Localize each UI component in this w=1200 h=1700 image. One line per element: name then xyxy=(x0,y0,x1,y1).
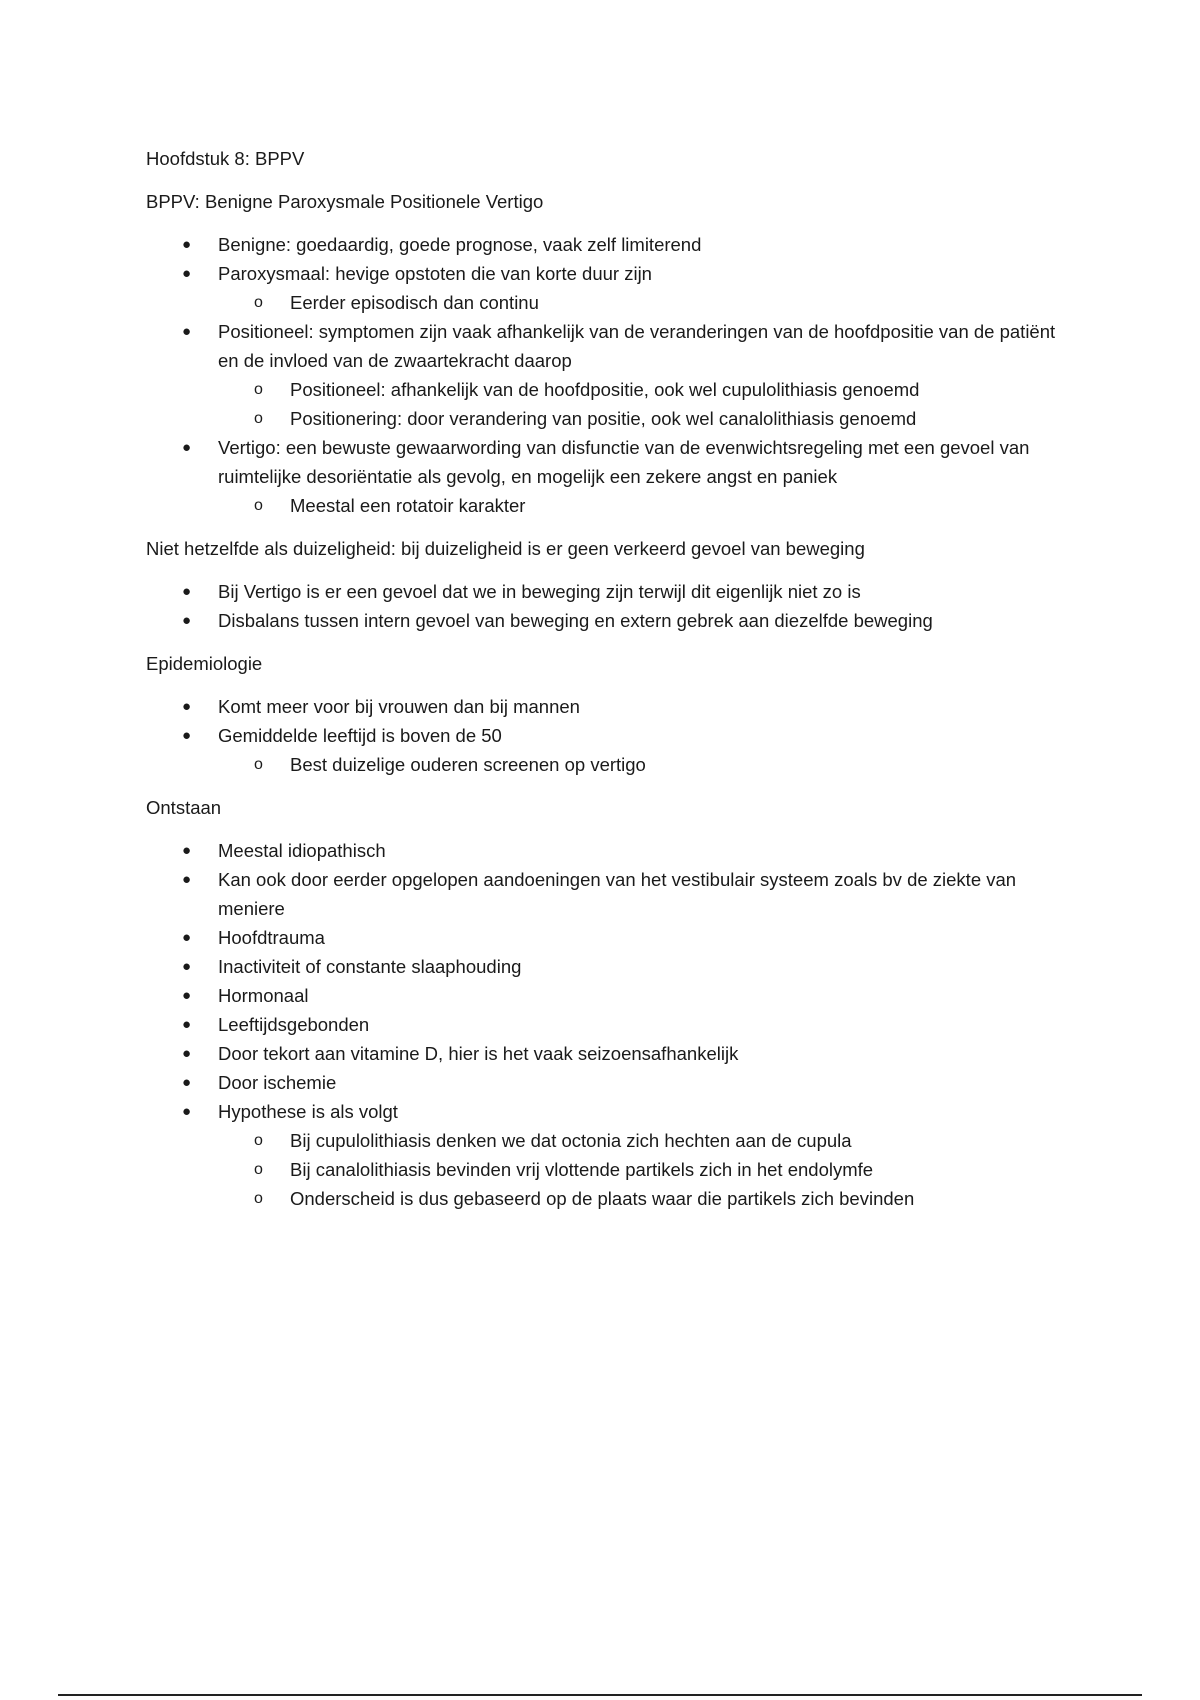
list-item-text: Leeftijdsgebonden xyxy=(218,1014,370,1035)
list-item-text: Vertigo: een bewuste gewaarwording van disfunctie van de evenwichtsregeling met een gevoel van ruimtelijke desoriëntatie als gevolg, en mogelijk een zekere angst en paniek xyxy=(218,437,1030,487)
list-item-text: Benigne: goedaardig, goede prognose, vaak zelf limiterend xyxy=(218,234,702,255)
bullet-icon: ● xyxy=(182,323,192,340)
list-item xyxy=(146,836,1066,865)
bullet-list-epidemiologie xyxy=(146,692,1066,779)
list-item xyxy=(146,230,1066,259)
sub-list-item xyxy=(218,750,1066,779)
list-item-text: Paroxysmaal: hevige opstoten die van korte duur zijn xyxy=(218,263,652,284)
sub-list-item xyxy=(218,1155,1066,1184)
bullet-icon: ● xyxy=(182,1074,192,1091)
sub-bullet-icon: o xyxy=(254,1132,263,1149)
sub-list xyxy=(218,1126,1066,1213)
bullet-list-bppv-terms xyxy=(146,230,1066,520)
list-item xyxy=(146,981,1066,1010)
bullet-list-ontstaan xyxy=(146,836,1066,1213)
bullet-icon: ● xyxy=(182,1045,192,1062)
sub-bullet-icon: o xyxy=(254,1161,263,1178)
sub-list-item xyxy=(218,1184,1066,1213)
bullet-icon: ● xyxy=(182,439,192,456)
list-item-text: Bij Vertigo is er een gevoel dat we in beweging zijn terwijl dit eigenlijk niet zo is xyxy=(218,581,861,602)
list-item xyxy=(146,1068,1066,1097)
sub-list-item xyxy=(218,1126,1066,1155)
sub-list-item-text: Onderscheid is dus gebaseerd op de plaats waar die partikels zich bevinden xyxy=(290,1188,915,1209)
sub-list-item-text: Positioneel: afhankelijk van de hoofdpositie, ook wel cupulolithiasis genoemd xyxy=(290,379,920,400)
list-item-text: Kan ook door eerder opgelopen aandoeningen van het vestibulair systeem zoals bv de ziekte van meniere xyxy=(218,869,1017,919)
sub-bullet-icon: o xyxy=(254,1190,263,1207)
list-item xyxy=(146,577,1066,606)
heading-ontstaan: Ontstaan xyxy=(146,797,222,818)
list-item-text: Door tekort aan vitamine D, hier is het vaak seizoensafhankelijk xyxy=(218,1043,739,1064)
chapter-title: Hoofdstuk 8: BPPV xyxy=(146,148,305,169)
heading-epidemiologie: Epidemiologie xyxy=(146,653,263,674)
list-item-text: Hoofdtrauma xyxy=(218,927,325,948)
bullet-icon: ● xyxy=(182,929,192,946)
sub-bullet-icon: o xyxy=(254,497,263,514)
list-item-text: Meestal idiopathisch xyxy=(218,840,386,861)
list-item-text: Gemiddelde leeftijd is boven de 50 xyxy=(218,725,502,746)
sub-list-item-text: Bij cupulolithiasis denken we dat octonia zich hechten aan de cupula xyxy=(290,1130,852,1151)
bullet-icon: ● xyxy=(182,987,192,1004)
bullet-icon: ● xyxy=(182,1016,192,1033)
list-item-text: Inactiviteit of constante slaaphouding xyxy=(218,956,522,977)
bullet-icon: ● xyxy=(182,958,192,975)
sub-list-item-text: Eerder episodisch dan continu xyxy=(290,292,539,313)
list-item xyxy=(146,1010,1066,1039)
list-item-text: Komt meer voor bij vrouwen dan bij mannen xyxy=(218,696,580,717)
sub-list xyxy=(218,491,1066,520)
document-page xyxy=(146,144,1066,1227)
list-item xyxy=(146,433,1066,520)
duizeligheid-paragraph: Niet hetzelfde als duizeligheid: bij duizeligheid is er geen verkeerd gevoel van beweging xyxy=(146,538,865,559)
bullet-icon: ● xyxy=(182,1103,192,1120)
page-bottom-divider xyxy=(58,1694,1142,1696)
list-item xyxy=(146,865,1066,923)
sub-list-item xyxy=(218,375,1066,404)
bullet-icon: ● xyxy=(182,871,192,888)
list-item-text: Hormonaal xyxy=(218,985,309,1006)
bullet-icon: ● xyxy=(182,236,192,253)
list-item xyxy=(146,692,1066,721)
sub-list-item-text: Meestal een rotatoir karakter xyxy=(290,495,526,516)
list-item-text: Hypothese is als volgt xyxy=(218,1101,398,1122)
bullet-icon: ● xyxy=(182,583,192,600)
list-item xyxy=(146,952,1066,981)
sub-list-item xyxy=(218,404,1066,433)
list-item-text: Disbalans tussen intern gevoel van beweging en extern gebrek aan diezelfde beweging xyxy=(218,610,933,631)
bullet-icon: ● xyxy=(182,265,192,282)
list-item xyxy=(146,317,1066,433)
list-item xyxy=(146,259,1066,317)
sub-list xyxy=(218,288,1066,317)
sub-list xyxy=(218,750,1066,779)
sub-bullet-icon: o xyxy=(254,294,263,311)
list-item xyxy=(146,1097,1066,1213)
bullet-list-vertigo-difference xyxy=(146,577,1066,635)
list-item xyxy=(146,721,1066,779)
list-item xyxy=(146,923,1066,952)
sub-list-item xyxy=(218,491,1066,520)
sub-bullet-icon: o xyxy=(254,381,263,398)
list-item-text: Positioneel: symptomen zijn vaak afhankelijk van de veranderingen van de hoofdpositie van de patiënt en de invloed van de zwaartekracht daarop xyxy=(218,321,1056,371)
bullet-icon: ● xyxy=(182,698,192,715)
bullet-icon: ● xyxy=(182,727,192,744)
list-item xyxy=(146,606,1066,635)
sub-list-item-text: Bij canalolithiasis bevinden vrij vlottende partikels zich in het endolymfe xyxy=(290,1159,874,1180)
list-item-text: Door ischemie xyxy=(218,1072,337,1093)
sub-list xyxy=(218,375,1066,433)
list-item xyxy=(146,1039,1066,1068)
bullet-icon: ● xyxy=(182,842,192,859)
sub-bullet-icon: o xyxy=(254,410,263,427)
sub-list-item xyxy=(218,288,1066,317)
definition-line: BPPV: Benigne Paroxysmale Positionele Vertigo xyxy=(146,191,544,212)
sub-bullet-icon: o xyxy=(254,756,263,773)
sub-list-item-text: Positionering: door verandering van positie, ook wel canalolithiasis genoemd xyxy=(290,408,917,429)
bullet-icon: ● xyxy=(182,612,192,629)
sub-list-item-text: Best duizelige ouderen screenen op vertigo xyxy=(290,754,646,775)
